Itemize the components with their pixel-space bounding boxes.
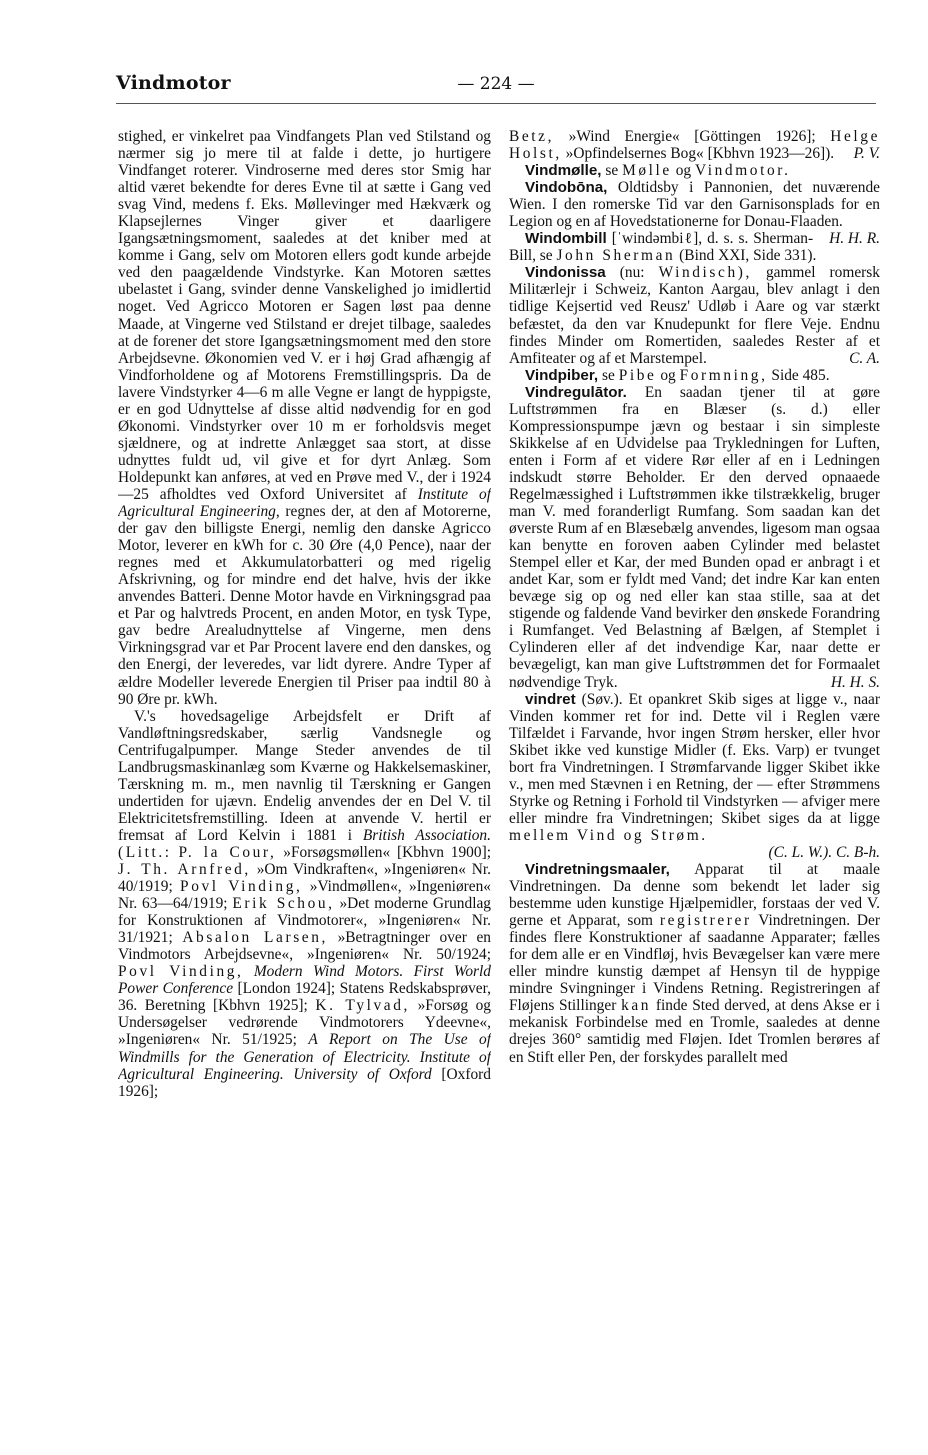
signature: (C. L. W.). C. B-h.	[768, 843, 880, 861]
entry-headword: Vindregulātor.	[525, 383, 627, 401]
signature: H. H. R.	[829, 230, 880, 248]
entry-headword: Vindonissa	[525, 264, 606, 282]
right-column	[509, 128, 880, 1358]
signature: P. V.	[853, 145, 880, 163]
page-number: — 224 —	[457, 74, 535, 94]
entry-headword: Windombill	[525, 230, 607, 248]
left-column	[118, 128, 491, 1358]
entry-headword: vindret	[525, 690, 576, 708]
entry-vindpiber: Vindpiber, se Pibe og Formning, Side 485.	[525, 366, 830, 384]
entry-vindobona: Vindobōna, Oldtidsby i Pannonien, det nuværende Wien. I den romerske Tid var den Garnisonsplads for en Legion og en af Hovedstationerne for Donau-Flaaden. H. H. R.	[509, 179, 880, 248]
entry-vindonissa: Vindonissa (nu: Windisch), gammel romersk Militærlejr i Schweiz, Kanton Aargau, blev anlagt i den tidlige Kejsertid ved Reusz' Udløb i Aare og var stærkt befæstet, da den var Knudepunkt for flere Veje. Endnu findes Minder om Romertiden, saaledes Rester af et Amfiteater og af et Marstempel. C. A.	[509, 264, 880, 367]
entry-vindret: vindret (Søv.). Et opankret Skib siges at ligge v., naar Vinden kommer ret for ind. Dette vil i Reglen være Tilfældet i Farvande, hvor ingen Strøm hersker, eller hvor Skibet ikke ved kunstige Midler (f. Eks. Varp) er tvunget bort fra Vindretningen. I Strømfarvande ligger Skibet ikke v., men med Stævnen i en Retning, der — efter Strømmens Styrke og Retning i Forhold til Vindstyrken — afviger mere eller mindre fra Vindretningen; Skibet siges da at ligge mellem Vind og Strøm. (C. L. W.). C. B-h.	[509, 690, 880, 861]
running-headword: Vindmotor	[116, 72, 231, 94]
entry-headword: Vindmølle,	[525, 162, 602, 180]
signature: C. A.	[849, 349, 880, 367]
entry-windombill: Windombill [ˈwindəmbiℓ], d. s. s. Sherman-Bill, se John Sherman (Bind XXI, Side 331).	[509, 230, 817, 265]
entry-headword: Vindobōna,	[525, 179, 608, 197]
entry-headword: Vindretningsmaaler,	[525, 861, 670, 879]
signature: H. H. S.	[830, 673, 880, 691]
paragraph: V.'s hovedsagelige Arbejdsfelt er Drift af Vandløftningsredskaber, særlig Vandsnegle og Centrifugalpumper. Mange Steder anvendes de til Landbrugsmaskinanlæg som Kværne og Hakkelsemaskiner, Tærskning m. m., men navnlig til Tærskning er Gangen undertiden for ujævn. Endelig anvendes der en Del V. til Elektricitetsfremstilling. Ideen at anvende V. hertil er fremsat af Lord Kelvin i 1881 i British Association. (Litt.: P. la Cour, »Forsøgsmøllen« [Kbhvn 1900]; J. Th. Arnfred, »Om Vindkraften«, »Ingeniøren« Nr. 40/1919; Povl Vinding, »Vindmøllen«, »Ingeniøren« Nr. 63—64/1919; Erik Schou, »Det moderne Grundlag for Konstruktionen af Vindmotorer«, »Ingeniøren« Nr. 31/1921; Absalon Larsen, »Betragtninger over en Vindmotors Arbejdsevne«, »Ingeniøren« Nr. 50/1924; Povl Vinding, Modern Wind Motors. First World Power Conference [London 1924]; Statens Redskabsprøver, 36. Beretning [Kbhvn 1925]; K. Tylvad, »Forsøg og Undersøgelser vedrørende Vindmotorers Ydeevne«, »Ingeniøren« Nr. 51/1925; A Report on The Use of Windmills for the Generation of Electricity. Institute of Agricultural Engineering. University of Oxford [Oxford 1926];	[118, 707, 491, 1100]
entry-vindretningsmaaler: Vindretningsmaaler, Apparat til at maale Vindretningen. Da denne som bekendt let lader sig bestemme uden kunstige Hjælpemidler, forstaas der ved V. gerne et Apparat, som registrerer Vindretningen. Der findes flere Konstruktioner af saadanne Apparater; fælles for dem alle er en Vindfløj, hvis Bevægelser kan være mere eller mindre kunstig dæmpet af Hensyn til de hyppige mindre Svingninger i Vindens Retning. Registreringen af Fløjens Stillinger kan finde Sted derved, at dens Akse er i mekanisk Forbindelse med en Tromle, saaledes at denne drejes 360° samtidig med Fløjen. Idet Tromlen berøres af en Stift eller Pen, der forskydes parallelt med	[509, 861, 880, 1066]
entry-vindmolle: Vindmølle, se Mølle og Vindmotor.	[525, 162, 791, 180]
paragraph: stighed, er vinkelret paa Vindfangets Plan ved Stilstand og nærmer sig jo mere til at falde i dette, jo hurtigere Vindfanget roterer. Vindroserne med deres stor Smig har altid været bekendte for deres Evne til at sætte i Gang ved svag Vind, medens f. Eks. Møllevinger med Hækværk og Klapsejlernes Vinger giver et daarligere Igangsætningsmoment, saaledes at det kniber med at komme i Gang, selv om Motoren ellers godt kunde arbejde ved den paagældende Vindstyrke. Kan Motoren sættes ubelastet i Gang, svinder denne Vanskelighed jo imidlertid noget. Ved Agricco Motoren er Sagen løst paa denne Maade, at Vingerne ved Stilstand er drejet tilbage, saaledes at de forener det store Igangsætningsmoment med den store Arbejdsevne. Økonomien ved V. er i høj Grad afhængig af Vindforholdene og af Motorens Fremstillingspris. Da de lavere Vindstyrker 4—6 m alle Vegne er langt de hyppigste, er en god Udnyttelse af disse altid nødvendig for en god Økonomi. Vindstyrker over 10 m er forholdsvis meget sjældnere, og at indrette Anlægget saa stort, at disse udnyttes fuldt ud, vil give et for dyrt Anlæg. Som Holdepunkt kan anføres, at ved en Prøve med V., der i 1924—25 afholdtes ved Oxford Universitet af Institute of Agricultural Engineering, regnes der, at den af Motorerne, der gav den billigste Energi, nemlig den danske Agricco Motor, leverer en kWh for c. 30 Øre (4,0 Pence), naar der regnes med et Akkumulatorbatteri og med rigelig Afskrivning, og for mindre end det halve, hvis der ikke anvendes Batteri. Denne Motor havde en Virkningsgrad paa et Par og halvtreds Procent, en anden Motor, en tysk Type, gav bedre Arealudnyttelse af Vingerne, men dens Virkningsgrad var et Par Procent lavere end den danskes, og den Energi, der leveredes, var lidt dyrere. Andre Typer af ældre Modeller leverede Energien til Priser paa indtil 80 à 90 Øre pr. kWh.	[118, 128, 491, 708]
paragraph: Betz, »Wind Energie« [Göttingen 1926]; Helge Holst, »Opfindelsernes Bog« [Kbhvn 1923—26]). P. V.	[509, 128, 880, 163]
page-header	[116, 72, 876, 102]
entry-vindregulator: Vindregulātor. En saadan tjener til at gøre Luftstrømmen fra en Blæser (s. d.) eller Kompressionspumpe jævn og bestaar i sin simpleste Skikkelse af en Udvidelse paa Trykledningen for Luften, enten i Form af et videre Rør eller af en i Ledningen indskudt større Beholder. Er den derved opnaaede Regelmæssighed i Luftstrømmen ikke tilstrækkelig, bruger man V. med foranderligt Rumfang. Som saadan kan det øverste Rum af en Blæsebælg anvendes, ligesom man ogsaa kan benytte en foroven aaben Cylinder med belastet Stempel eller et Kar, der med Bunden opad er anbragt i et andet Kar, som er fyldt med Vand; det indre Kar kan enten bevæge sig op og ned eller kan staa stille, saa at det stigende og faldende Vand bevirker den ønskede Forandring i Rumfanget. Ved Belastning af Bælgen, af Stemplet i Cylinderen eller af det indvendige Kar, naar dette er bevægeligt, kan man give Luftstrømmen det for Formaalet nødvendige Tryk. H. H. S.	[509, 383, 880, 691]
entry-headword: Vindpiber,	[525, 366, 599, 384]
header-rule	[116, 103, 876, 104]
